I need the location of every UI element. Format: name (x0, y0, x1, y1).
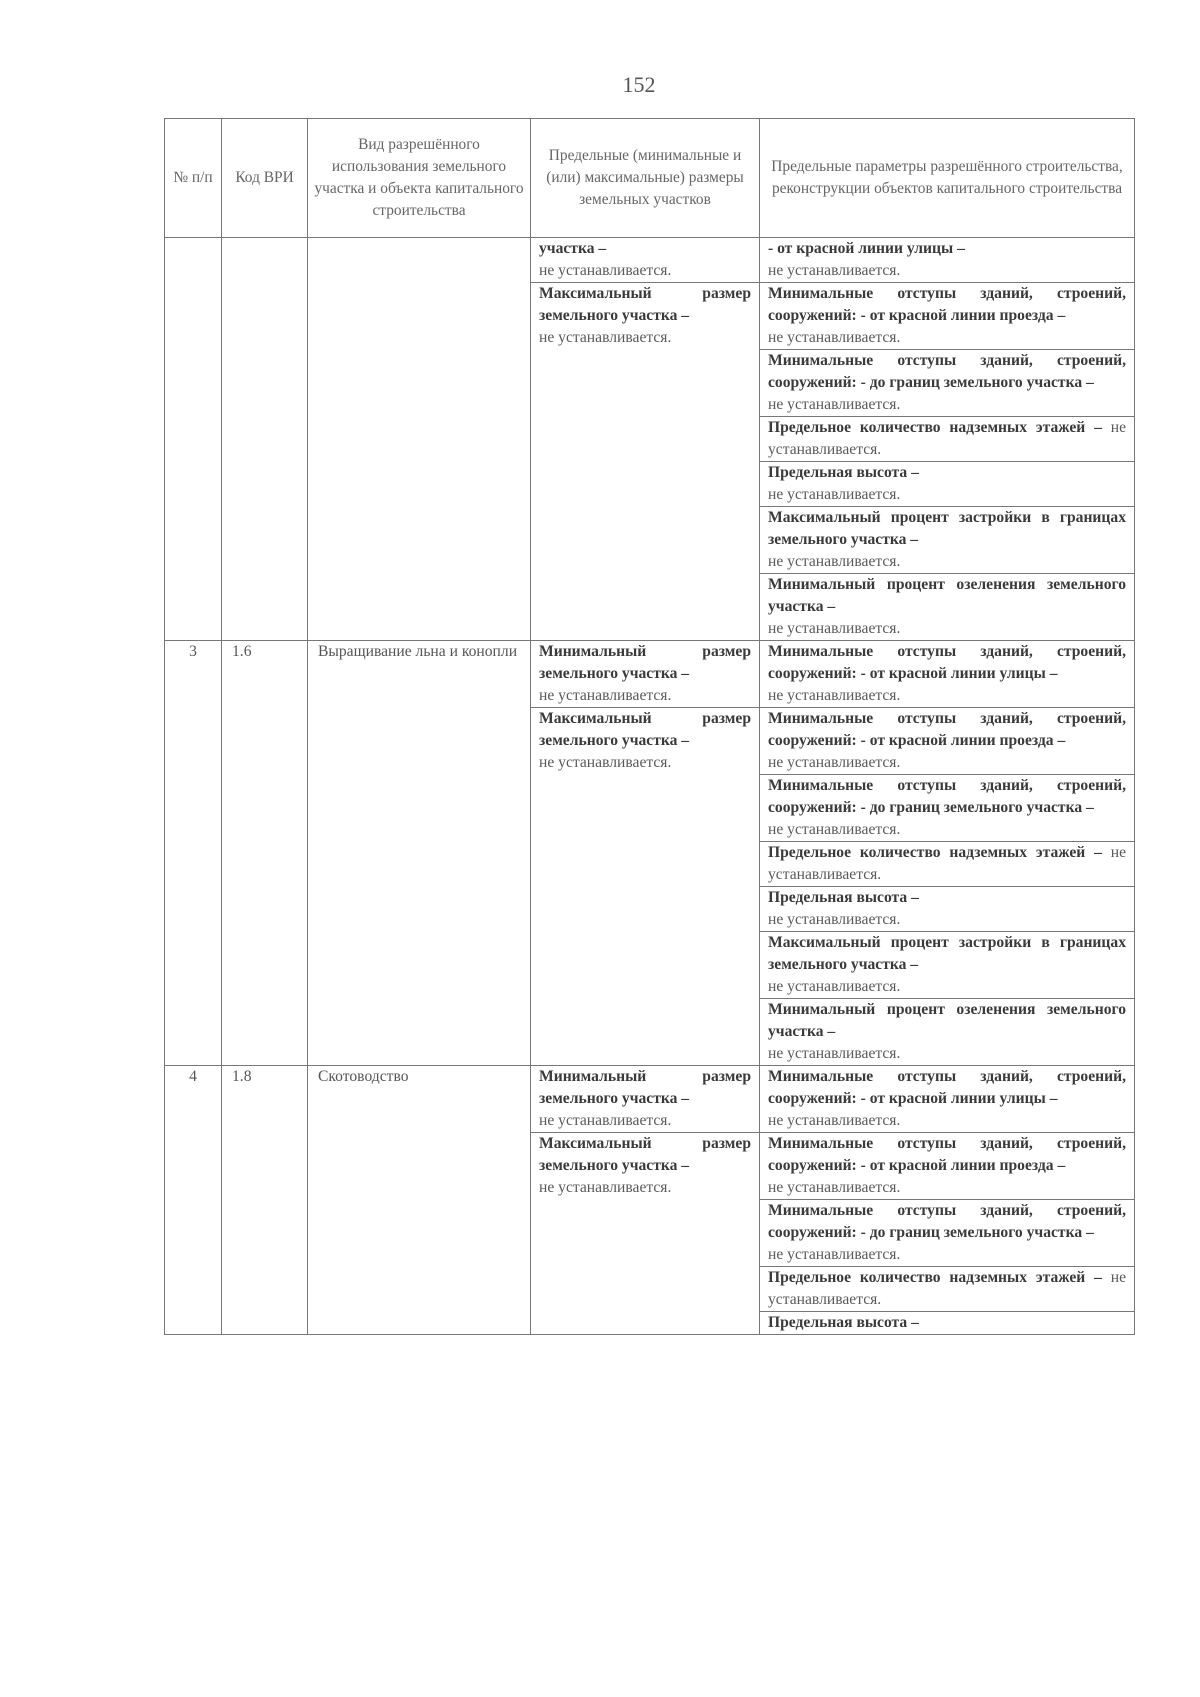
size-value: не устанавливается. (539, 1112, 672, 1129)
param-value: не устанавливается. (768, 620, 901, 637)
param-label: Максимальный процент застройки в границах земельного участка – (768, 934, 1126, 973)
size-label: Максимальный размер земельного участка – (539, 1135, 751, 1174)
row-use-cell (308, 238, 531, 641)
param-label: Максимальный процент застройки в границах земельного участка – (768, 509, 1126, 548)
header-plot-size: Предельные (минимальные и (или) максимальные) размеры земельных участков (531, 119, 760, 238)
plot-size-min-cell (531, 641, 760, 708)
size-label: участка – (539, 240, 607, 257)
plot-size-max-cell (531, 283, 760, 641)
param-label: - от красной линии улицы – (768, 240, 965, 257)
param-value: не устанавливается. (768, 754, 901, 771)
param-label: Минимальные отступы зданий, строений, сооружений: - от красной линии улицы – (768, 1068, 1126, 1107)
param-value: не устанавливается. (768, 687, 901, 704)
row-number-cell (165, 238, 222, 641)
param-cell (760, 708, 1135, 775)
param-cell (760, 238, 1135, 283)
param-label: Минимальные отступы зданий, строений, сооружений: - до границ земельного участка – (768, 777, 1126, 816)
plot-size-max-cell (531, 708, 760, 1066)
plot-size-min-cell (531, 1066, 760, 1133)
page-number: 152 (622, 72, 656, 97)
param-cell (760, 641, 1135, 708)
size-label: Максимальный размер земельного участка – (539, 710, 751, 749)
header-number: № п/п (165, 119, 222, 238)
param-value: не устанавливается. (768, 821, 901, 838)
param-value: не устанавливается. (768, 1179, 901, 1196)
plot-size-min-cell (531, 238, 760, 283)
land-use-table (164, 118, 1135, 1335)
param-value: не устанавливается. (768, 419, 1126, 458)
row-code-cell (222, 238, 308, 641)
param-value: не устанавливается. (768, 262, 901, 279)
param-cell (760, 350, 1135, 417)
size-value: не устанавливается. (539, 1179, 672, 1196)
table-row (165, 238, 1135, 283)
param-label: Минимальные отступы зданий, строений, сооружений: - от красной линии проезда – (768, 285, 1126, 324)
param-label: Минимальные отступы зданий, строений, сооружений: - до границ земельного участка – (768, 1202, 1126, 1241)
param-cell (760, 283, 1135, 350)
table-row (165, 641, 1135, 708)
row-number-cell: 4 (165, 1066, 222, 1335)
param-value: не устанавливается. (768, 844, 1126, 883)
row-number-cell: 3 (165, 641, 222, 1066)
row-use-cell: Выращивание льна и конопли (308, 641, 531, 1066)
table-header-row (165, 119, 1135, 238)
param-cell (760, 417, 1135, 462)
param-value: не устанавливается. (768, 911, 901, 928)
size-label: Минимальный размер земельного участка – (539, 643, 751, 682)
param-cell (760, 932, 1135, 999)
size-value: не устанавливается. (539, 329, 672, 346)
size-value: не устанавливается. (539, 687, 672, 704)
size-value: не устанавливается. (539, 754, 672, 771)
param-label: Предельная высота – (768, 464, 919, 481)
param-value: не устанавливается. (768, 1269, 1126, 1308)
param-cell (760, 842, 1135, 887)
param-value: не устанавливается. (768, 978, 901, 995)
param-label: Предельная высота – (768, 1314, 919, 1331)
param-value: не устанавливается. (768, 1045, 901, 1062)
size-value: не устанавливается. (539, 262, 672, 279)
param-label: Предельное количество надземных этажей – (768, 1269, 1102, 1286)
param-label: Минимальные отступы зданий, строений, сооружений: - от красной линии улицы – (768, 643, 1126, 682)
param-cell (760, 1267, 1135, 1312)
param-cell (760, 462, 1135, 507)
plot-size-max-cell (531, 1133, 760, 1335)
header-use-type: Вид разрешённого использования земельного участка и объекта капитального строительства (308, 119, 531, 238)
param-cell (760, 1200, 1135, 1267)
size-label: Максимальный размер земельного участка – (539, 285, 751, 324)
size-label: Минимальный размер земельного участка – (539, 1068, 751, 1107)
header-code: Код ВРИ (222, 119, 308, 238)
param-value: не устанавливается. (768, 329, 901, 346)
param-value: не устанавливается. (768, 553, 901, 570)
param-label: Предельное количество надземных этажей – (768, 844, 1102, 861)
row-code-cell: 1.8 (222, 1066, 308, 1335)
param-label: Предельная высота – (768, 889, 919, 906)
param-cell (760, 507, 1135, 574)
param-cell (760, 1133, 1135, 1200)
param-label: Минимальные отступы зданий, строений, сооружений: - от красной линии проезда – (768, 710, 1126, 749)
param-value: не устанавливается. (768, 396, 901, 413)
param-cell (760, 1066, 1135, 1133)
param-label: Минимальный процент озеленения земельного участка – (768, 1001, 1126, 1040)
param-cell (760, 775, 1135, 842)
header-parameters: Предельные параметры разрешённого строительства, реконструкции объектов капитального строительства (760, 119, 1135, 238)
table-row (165, 1066, 1135, 1133)
param-value: не устанавливается. (768, 1246, 901, 1263)
param-label: Минимальные отступы зданий, строений, сооружений: - до границ земельного участка – (768, 352, 1126, 391)
param-value: не устанавливается. (768, 486, 901, 503)
param-cell (760, 999, 1135, 1066)
param-label: Минимальный процент озеленения земельного участка – (768, 576, 1126, 615)
param-label: Предельное количество надземных этажей – (768, 419, 1102, 436)
param-label: Минимальные отступы зданий, строений, сооружений: - от красной линии проезда – (768, 1135, 1126, 1174)
row-code-cell: 1.6 (222, 641, 308, 1066)
param-value: не устанавливается. (768, 1112, 901, 1129)
row-use-cell: Скотоводство (308, 1066, 531, 1335)
param-cell (760, 1312, 1135, 1335)
param-cell (760, 574, 1135, 641)
param-cell (760, 887, 1135, 932)
